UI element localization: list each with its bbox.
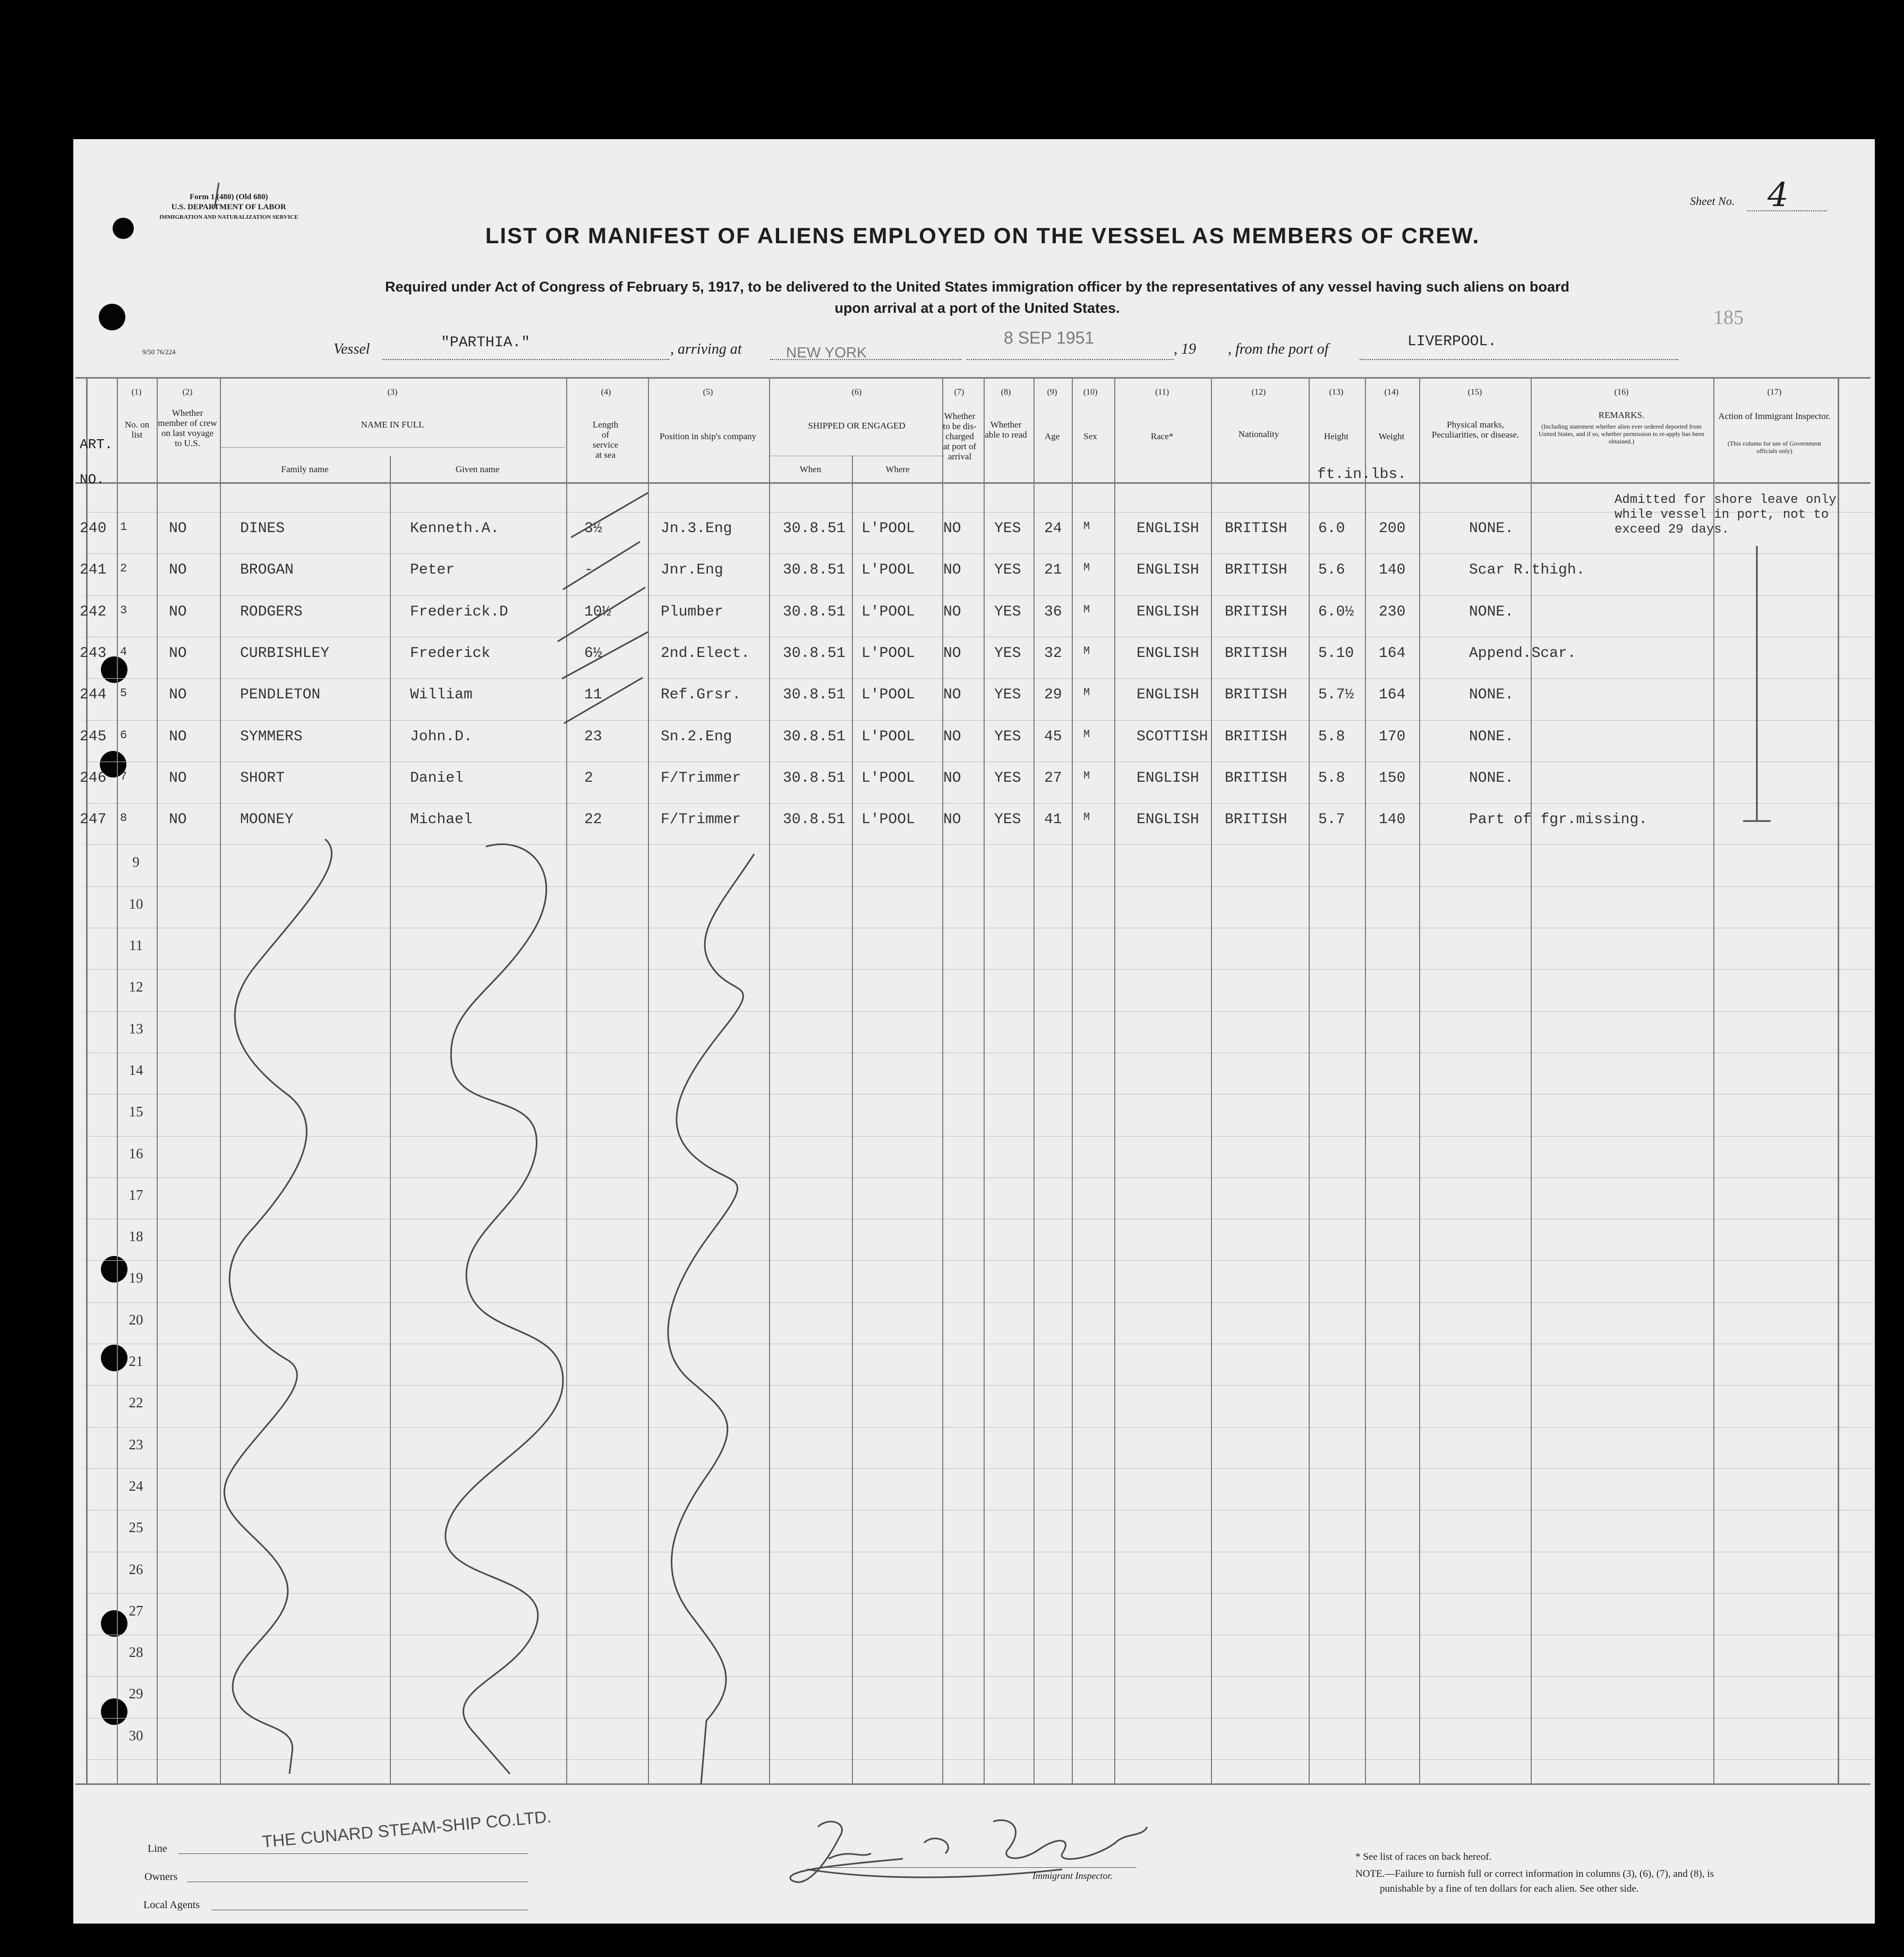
crew-service: 6½: [584, 645, 602, 662]
crew-read: YES: [994, 603, 1021, 620]
crew-no: 1: [120, 520, 127, 534]
blank-row-number: 13: [129, 1020, 143, 1037]
crew-given: William: [410, 687, 473, 704]
crew-height: 5.8: [1318, 728, 1345, 745]
col-4-header: Length of service at sea: [592, 420, 619, 460]
blank-row-number: 19: [129, 1270, 143, 1286]
col-14-header: Weight: [1378, 431, 1405, 441]
col-8-number: (8): [1001, 388, 1011, 397]
crew-discharged: NO: [943, 603, 961, 620]
crew-sex: M: [1083, 811, 1090, 824]
crew-race: SCOTTISH: [1137, 728, 1208, 745]
crew-weight: 200: [1379, 520, 1406, 537]
crew-where: L'POOL: [861, 603, 915, 620]
crew-last: NO: [169, 562, 187, 579]
col-15-header: Physical marks, Peculiarities, or disease.: [1431, 420, 1519, 440]
crew-position: F/Trimmer: [661, 811, 741, 828]
where-header: Where: [885, 464, 910, 474]
crew-discharged: NO: [943, 687, 961, 704]
blank-row-number: 26: [129, 1561, 143, 1577]
crew-art: 247: [80, 811, 107, 828]
crew-age: 41: [1044, 811, 1062, 828]
crew-read: YES: [994, 770, 1021, 787]
crew-position: Ref.Grsr.: [661, 687, 741, 704]
crew-sex: M: [1083, 520, 1090, 533]
form-number-pen-mark: [215, 183, 219, 208]
crew-sex: M: [1083, 603, 1090, 616]
crew-read: YES: [994, 562, 1021, 579]
crew-where: L'POOL: [861, 562, 915, 579]
crew-no: 4: [120, 645, 127, 659]
col-10-number: (10): [1083, 388, 1098, 397]
art-no-label: NO.: [80, 472, 105, 488]
crew-last: NO: [169, 603, 187, 620]
crew-family: RODGERS: [240, 603, 303, 620]
crew-marks: Append.Scar.: [1469, 645, 1576, 662]
col-16-note: (Including statement whether alien ever ordered deported from United States, and if so, whether permission to re-apply has been obtained.): [1539, 423, 1704, 445]
service-name: IMMIGRATION AND NATURALIZATION SERVICE: [159, 214, 298, 220]
blank-row-number: 21: [129, 1353, 143, 1369]
crew-given: John.D.: [410, 728, 473, 745]
col-17-number: (17): [1767, 388, 1782, 397]
department-name: U.S. DEPARTMENT OF LABOR: [171, 203, 286, 211]
vessel-label: Vessel: [334, 341, 370, 357]
col-4-number: (4): [601, 388, 611, 397]
crew-marks: NONE.: [1469, 520, 1514, 537]
race-footnote: * See list of races on back hereof.: [1355, 1851, 1492, 1862]
year-label: , 19: [1174, 341, 1196, 357]
crew-weight: 170: [1379, 728, 1406, 745]
blank-row-number: 27: [129, 1602, 143, 1619]
signature-line: [818, 1867, 1137, 1868]
blank-row-number: 12: [129, 979, 143, 995]
crew-marks: NONE.: [1469, 728, 1514, 745]
col-13-header: Height: [1324, 431, 1349, 441]
crew-discharged: NO: [943, 811, 961, 828]
col-14-number: (14): [1384, 388, 1399, 397]
crew-marks: NONE.: [1469, 770, 1514, 787]
crew-race: ENGLISH: [1137, 562, 1199, 579]
crew-family: MOONEY: [240, 811, 294, 828]
crew-age: 27: [1044, 770, 1062, 787]
col-11-header: Race*: [1150, 431, 1174, 441]
crew-service: 23: [584, 728, 602, 745]
blank-row-number: 22: [129, 1395, 143, 1411]
crew-position: Sn.2.Eng: [661, 728, 732, 745]
crew-marks: Scar R.thigh.: [1469, 562, 1585, 579]
from-port: LIVERPOOL.: [1407, 334, 1497, 350]
crew-sex: M: [1083, 770, 1090, 782]
col-17-note: (This column for use of Government officials only): [1727, 440, 1822, 455]
col-17-header: Action of Immigrant Inspector.: [1718, 411, 1831, 421]
col-6-number: (6): [851, 388, 862, 397]
crew-family: BROGAN: [240, 562, 294, 579]
admission-remark-line-1: Admitted for shore leave only: [1615, 493, 1837, 507]
sheet-label: Sheet No.: [1690, 194, 1735, 208]
crew-sex: M: [1083, 645, 1090, 657]
remarks-bracket: [1743, 546, 1771, 821]
crew-when: 30.8.51: [783, 728, 846, 745]
crew-nationality: BRITISH: [1225, 562, 1287, 579]
crew-when: 30.8.51: [783, 811, 846, 828]
blank-row-number: 14: [129, 1062, 143, 1078]
crew-discharged: NO: [943, 770, 961, 787]
position-cancel-scrawl: [668, 854, 754, 1784]
crew-no: 2: [120, 562, 127, 576]
page-title: LIST OR MANIFEST OF ALIENS EMPLOYED ON THE VESSEL AS MEMBERS OF CREW.: [485, 223, 1480, 248]
crew-height: 5.10: [1318, 645, 1354, 662]
col-13-number: (13): [1329, 388, 1344, 397]
crew-art: 245: [80, 728, 107, 745]
service-check-mark: [558, 493, 648, 723]
crew-art: 242: [80, 603, 107, 620]
arriving-label: , arriving at: [670, 341, 742, 357]
crew-weight: 140: [1379, 811, 1406, 828]
crew-where: L'POOL: [861, 687, 915, 704]
crew-race: ENGLISH: [1137, 603, 1199, 620]
crew-nationality: BRITISH: [1225, 520, 1287, 537]
crew-nationality: BRITISH: [1225, 603, 1287, 620]
col-12-number: (12): [1251, 388, 1266, 397]
col-5-number: (5): [703, 388, 713, 397]
blank-row-number: 9: [132, 854, 140, 870]
from-port-label: , from the port of: [1228, 341, 1329, 357]
col-1-header: No. on list: [124, 420, 150, 440]
crew-last: NO: [169, 687, 187, 704]
col-8-header: Whether able to read: [985, 420, 1027, 440]
crew-race: ENGLISH: [1137, 645, 1199, 662]
crew-discharged: NO: [943, 520, 961, 537]
crew-marks: Part of fgr.missing.: [1469, 811, 1648, 828]
crew-service: 3½: [584, 520, 602, 537]
legal-requirement-line-2: upon arrival at a port of the United States.: [834, 300, 1120, 316]
crew-nationality: BRITISH: [1225, 811, 1287, 828]
crew-nationality: BRITISH: [1225, 645, 1287, 662]
crew-weight: 140: [1379, 562, 1406, 579]
crew-service: 10½: [584, 603, 611, 620]
crew-service: 22: [584, 811, 602, 828]
crew-given: Michael: [410, 811, 473, 828]
inspector-label: Immigrant Inspector.: [1032, 1870, 1113, 1881]
crew-age: 21: [1044, 562, 1062, 579]
blank-row-number: 28: [129, 1644, 143, 1661]
crew-art: 243: [80, 645, 107, 662]
crew-service: 2: [584, 770, 593, 787]
local-agents-label: Local Agents: [143, 1899, 200, 1911]
line-label: Line: [148, 1843, 167, 1855]
crew-when: 30.8.51: [783, 645, 846, 662]
crew-weight: 230: [1379, 603, 1406, 620]
crew-position: F/Trimmer: [661, 770, 741, 787]
penalty-note-line-2: punishable by a fine of ten dollars for each alien. See other side.: [1380, 1883, 1639, 1894]
crew-when: 30.8.51: [783, 562, 846, 579]
crew-height: 5.7½: [1318, 687, 1354, 704]
blank-row-number: 11: [129, 937, 143, 953]
blank-row-number: 17: [129, 1186, 143, 1203]
crew-read: YES: [994, 645, 1021, 662]
crew-no: 5: [120, 687, 127, 700]
col-12-header: Nationality: [1238, 429, 1279, 439]
crew-family: SYMMERS: [240, 728, 303, 745]
admission-remark-line-2: while vessel in port, not to: [1615, 508, 1829, 522]
blank-row-number: 30: [129, 1727, 143, 1744]
col-16-number: (16): [1614, 388, 1629, 397]
blank-row-number: 15: [129, 1104, 143, 1120]
crew-service: 11: [584, 687, 602, 704]
crew-age: 45: [1044, 728, 1062, 745]
line-field-line: [178, 1853, 528, 1854]
crew-when: 30.8.51: [783, 770, 846, 787]
crew-when: 30.8.51: [783, 603, 846, 620]
crew-no: 8: [120, 811, 127, 825]
crew-given: Daniel: [410, 770, 464, 787]
print-code: 9/50 76/224: [142, 348, 176, 356]
given-name-cancel-scrawl: [446, 844, 563, 1774]
col-10-header: Sex: [1083, 431, 1097, 441]
crew-no: 7: [120, 770, 127, 783]
company-stamp: THE CUNARD STEAM-SHIP CO.LTD.: [261, 1807, 552, 1851]
crew-last: NO: [169, 520, 187, 537]
crew-height: 5.6: [1318, 562, 1345, 579]
crew-family: PENDLETON: [240, 687, 321, 704]
art-label: ART.: [80, 437, 113, 452]
crew-nationality: BRITISH: [1225, 728, 1287, 745]
crew-marks: NONE.: [1469, 603, 1514, 620]
col-7-header: Whether to be dis-charged at port of arrival: [943, 411, 977, 462]
blank-row-number: 25: [129, 1519, 143, 1536]
blank-row-number: 10: [129, 895, 143, 912]
col-2-header: Whether member of crew on last voyage to U.S.: [158, 408, 217, 448]
col-9-header: Age: [1044, 431, 1060, 441]
crew-race: ENGLISH: [1137, 811, 1199, 828]
crew-race: ENGLISH: [1137, 770, 1199, 787]
vessel-name: "PARTHIA.": [441, 335, 531, 351]
penalty-note-line-1: NOTE.—Failure to furnish full or correct information in columns (3), (6), (7), and (8), is: [1355, 1868, 1714, 1879]
crew-weight: 164: [1379, 687, 1406, 704]
crew-age: 24: [1044, 520, 1062, 537]
col-3-number: (3): [387, 388, 398, 397]
crew-nationality: BRITISH: [1225, 770, 1287, 787]
blank-row-number: 23: [129, 1436, 143, 1452]
crew-nationality: BRITISH: [1225, 687, 1287, 704]
crew-family: DINES: [240, 520, 285, 537]
crew-sex: M: [1083, 562, 1090, 575]
col-11-number: (11): [1155, 388, 1169, 397]
given-name-header: Given name: [455, 464, 500, 474]
owners-label: Owners: [144, 1871, 178, 1883]
crew-last: NO: [169, 811, 187, 828]
crew-no: 3: [120, 603, 127, 617]
when-header: When: [799, 464, 822, 474]
crew-height: 6.0: [1318, 520, 1345, 537]
measurement-units: ft.in.lbs.: [1317, 466, 1407, 483]
col-3-header: NAME IN FULL: [361, 420, 424, 430]
col-15-number: (15): [1467, 388, 1482, 397]
blank-row-number: 18: [129, 1228, 143, 1245]
crew-no: 6: [120, 728, 127, 742]
crew-age: 36: [1044, 603, 1062, 620]
crew-read: YES: [994, 811, 1021, 828]
family-name-cancel-scrawl: [224, 839, 331, 1774]
sheet-number: 4: [1768, 175, 1789, 214]
crew-where: L'POOL: [861, 645, 915, 662]
crew-position: Jn.3.Eng: [661, 520, 732, 537]
crew-service: -: [584, 562, 593, 579]
crew-discharged: NO: [943, 645, 961, 662]
crew-discharged: NO: [943, 562, 961, 579]
crew-where: L'POOL: [861, 770, 915, 787]
crew-last: NO: [169, 728, 187, 745]
crew-when: 30.8.51: [783, 520, 846, 537]
crew-age: 29: [1044, 687, 1062, 704]
crew-art: 240: [80, 520, 107, 537]
crew-art: 241: [80, 562, 107, 579]
crew-family: CURBISHLEY: [240, 645, 330, 662]
crew-weight: 164: [1379, 645, 1406, 662]
crew-given: Frederick.D: [410, 603, 508, 620]
crew-art: 244: [80, 687, 107, 704]
crew-when: 30.8.51: [783, 687, 846, 704]
col-6-header: SHIPPED OR ENGAGED: [808, 421, 906, 431]
crew-given: Peter: [410, 562, 455, 579]
crew-race: ENGLISH: [1137, 687, 1199, 704]
crew-height: 6.0½: [1318, 603, 1354, 620]
crew-weight: 150: [1379, 770, 1406, 787]
form-number: Form 1 (480) (Old 680): [190, 193, 268, 201]
blank-row-number: 16: [129, 1145, 143, 1161]
crew-sex: M: [1083, 687, 1090, 699]
crew-race: ENGLISH: [1137, 520, 1199, 537]
family-name-header: Family name: [281, 464, 329, 474]
col-2-number: (2): [182, 388, 193, 397]
crew-sex: M: [1083, 728, 1090, 741]
crew-given: Frederick: [410, 645, 491, 662]
blank-row-number: 29: [129, 1686, 143, 1702]
col-7-number: (7): [954, 388, 964, 397]
col-16-header: REMARKS.: [1598, 410, 1645, 420]
col-5-header: Position in ship's company: [659, 431, 757, 441]
col-1-number: (1): [131, 388, 142, 397]
crew-where: L'POOL: [861, 520, 915, 537]
legal-requirement-line-1: Required under Act of Congress of February 5, 1917, to be delivered to the United States immigration officer by the representatives of any vessel having such aliens on board: [385, 279, 1570, 295]
crew-discharged: NO: [943, 728, 961, 745]
crew-where: L'POOL: [861, 728, 915, 745]
crew-given: Kenneth.A.: [410, 520, 500, 537]
col-9-number: (9): [1047, 388, 1057, 397]
crew-last: NO: [169, 645, 187, 662]
crew-art: 246: [80, 770, 107, 787]
crew-height: 5.8: [1318, 770, 1345, 787]
arrival-date-stamp: 8 SEP 1951: [1004, 328, 1095, 347]
crew-marks: NONE.: [1469, 687, 1514, 704]
blank-row-number: 20: [129, 1311, 143, 1328]
crew-age: 32: [1044, 645, 1062, 662]
crew-read: YES: [994, 687, 1021, 704]
crew-height: 5.7: [1318, 811, 1345, 828]
crew-position: Plumber: [661, 603, 723, 620]
page-number: 185: [1713, 306, 1744, 329]
crew-read: YES: [994, 520, 1021, 537]
arriving-port: NEW YORK: [786, 344, 867, 361]
admission-remark-line-3: exceed 29 days.: [1615, 523, 1730, 537]
crew-last: NO: [169, 770, 187, 787]
blank-row-number: 24: [129, 1477, 143, 1494]
crew-read: YES: [994, 728, 1021, 745]
crew-family: SHORT: [240, 770, 285, 787]
crew-position: Jnr.Eng: [661, 562, 723, 579]
crew-where: L'POOL: [861, 811, 915, 828]
crew-position: 2nd.Elect.: [661, 645, 750, 662]
